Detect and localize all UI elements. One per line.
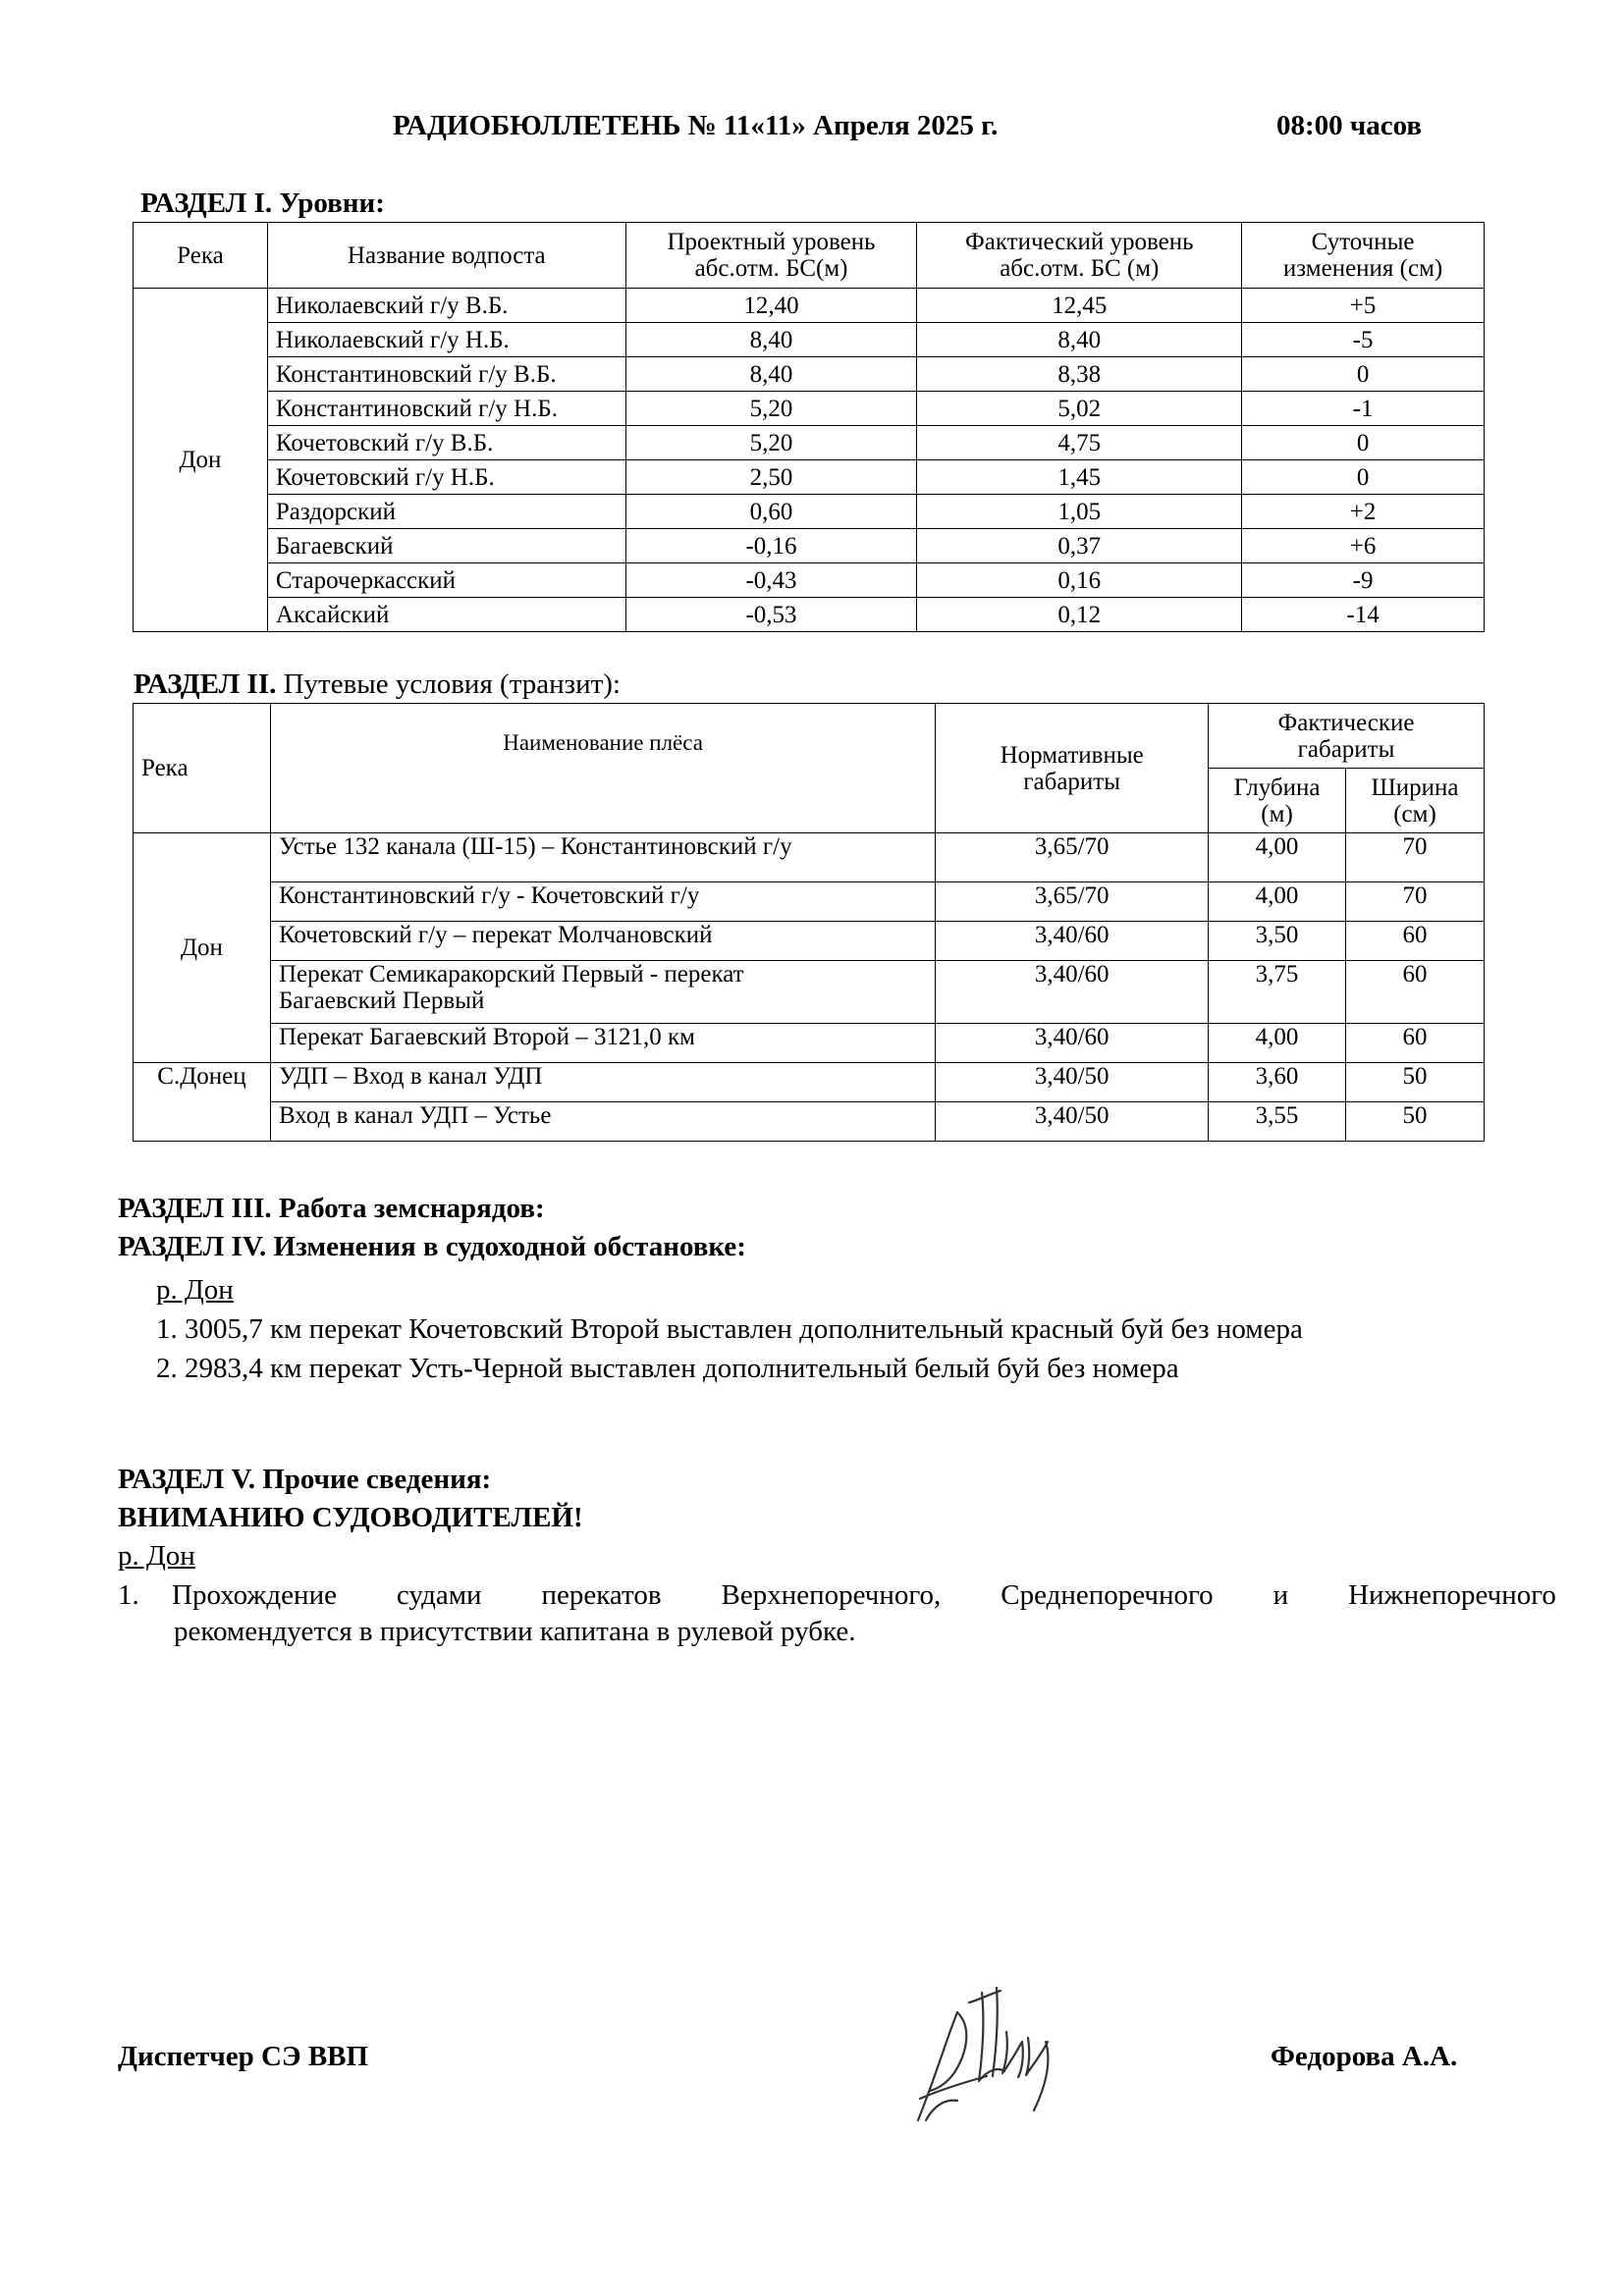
word: перекатов: [541, 1579, 662, 1611]
levels-design-cell: -0,16: [625, 529, 917, 563]
word: Среднепоречного: [1001, 1579, 1214, 1611]
transit-width-cell: 50: [1346, 1063, 1485, 1102]
levels-post-cell: Кочетовский г/у В.Б.: [267, 426, 625, 460]
table-row: [134, 961, 1485, 1024]
word: судами: [396, 1579, 482, 1611]
section2-heading: [134, 668, 621, 701]
table-row: [134, 1102, 1485, 1142]
levels-change-cell: +2: [1242, 495, 1485, 529]
levels-post-cell: Константиновский г/у В.Б.: [267, 357, 625, 392]
section1-heading: [140, 187, 385, 220]
transit-header-row: [134, 704, 1485, 769]
transit-width-cell: 60: [1346, 922, 1485, 961]
transit-norm-cell: 3,40/50: [936, 1063, 1209, 1102]
levels-actual-cell: 1,05: [917, 495, 1242, 529]
table-row: [134, 357, 1485, 392]
table-row: [134, 922, 1485, 961]
table-row: [134, 495, 1485, 529]
transit-reach-cell: Кочетовский г/у – перекат Молчановский: [270, 922, 935, 961]
levels-col-design: Проектный уровень абс.отм. БС(м): [625, 223, 917, 289]
transit-col-fact: Фактические габариты: [1209, 704, 1485, 769]
levels-table: [133, 222, 1485, 632]
transit-depth-cell: 3,60: [1209, 1063, 1346, 1102]
section5-heading: РАЗДЕЛ V. Прочие сведения:: [118, 1464, 492, 1495]
list-item: 1. 3005,7 км перекат Кочетовский Второй выставлен дополнительный красный буй без номера: [156, 1313, 1303, 1345]
transit-col-reach: Наименование плёса: [270, 704, 935, 833]
section4-river-text: р. Дон: [156, 1274, 234, 1306]
transit-depth-cell: 3,75: [1209, 961, 1346, 1024]
levels-post-cell: Кочетовский г/у Н.Б.: [267, 460, 625, 495]
section5-river: [118, 1540, 195, 1573]
levels-actual-cell: 12,45: [917, 289, 1242, 323]
transit-width-cell: 60: [1346, 961, 1485, 1024]
bulletin-title: РАДИОБЮЛЛЕТЕНЬ № 11«11» Апреля 2025 г.: [393, 110, 999, 141]
levels-design-cell: -0,43: [625, 563, 917, 598]
transit-width-cell: 70: [1346, 882, 1485, 922]
transit-depth-cell: 4,00: [1209, 882, 1346, 922]
table-row: [134, 392, 1485, 426]
levels-river-cell: Дон: [134, 289, 268, 632]
levels-design-cell: 8,40: [625, 357, 917, 392]
handwritten-signature-icon: [898, 1973, 1095, 2135]
transit-width-cell: 50: [1346, 1102, 1485, 1142]
transit-col-width: Ширина (см): [1346, 769, 1485, 833]
levels-post-cell: Аксайский: [267, 598, 625, 632]
section2-heading-bold: РАЗДЕЛ II.: [134, 668, 277, 700]
levels-col-river: Река: [134, 223, 268, 289]
table-row: [134, 529, 1485, 563]
transit-reach-cell: Устье 132 канала (Ш-15) – Константиновский г/у: [270, 833, 935, 882]
word: Верхнепоречного,: [721, 1579, 942, 1611]
levels-post-cell: Константиновский г/у Н.Б.: [267, 392, 625, 426]
section5-river-text: р. Дон: [118, 1540, 195, 1572]
levels-change-cell: 0: [1242, 426, 1485, 460]
table-row: [134, 598, 1485, 632]
dispatcher-role: Диспетчер СЭ ВВП: [118, 2041, 369, 2072]
transit-depth-cell: 3,55: [1209, 1102, 1346, 1142]
levels-post-cell: Николаевский г/у Н.Б.: [267, 323, 625, 357]
levels-change-cell: 0: [1242, 460, 1485, 495]
levels-change-cell: -9: [1242, 563, 1485, 598]
transit-col-depth: Глубина (м): [1209, 769, 1346, 833]
table-row: [134, 1024, 1485, 1063]
levels-post-cell: Багаевский: [267, 529, 625, 563]
levels-design-cell: 5,20: [625, 392, 917, 426]
table-row: [134, 833, 1485, 882]
transit-norm-cell: 3,65/70: [936, 882, 1209, 922]
word: и: [1272, 1579, 1289, 1611]
levels-actual-cell: 8,38: [917, 357, 1242, 392]
levels-design-cell: 5,20: [625, 426, 917, 460]
levels-col-change: Суточные изменения (см): [1242, 223, 1485, 289]
levels-change-cell: +5: [1242, 289, 1485, 323]
section5-item-number: 1.: [118, 1579, 139, 1611]
table-row: [134, 1063, 1485, 1102]
levels-actual-cell: 8,40: [917, 323, 1242, 357]
word: Нижнепоречного: [1348, 1579, 1556, 1611]
transit-reach-cell: Перекат Багаевский Второй – 3121,0 км: [270, 1024, 935, 1063]
transit-river-cell: Дон: [134, 833, 271, 1063]
levels-actual-cell: 0,16: [917, 563, 1242, 598]
levels-post-cell: Раздорский: [267, 495, 625, 529]
transit-river-cell: С.Донец: [134, 1063, 271, 1142]
transit-depth-cell: 4,00: [1209, 833, 1346, 882]
levels-change-cell: -1: [1242, 392, 1485, 426]
transit-norm-cell: 3,40/60: [936, 922, 1209, 961]
levels-post-cell: Старочеркасский: [267, 563, 625, 598]
transit-reach-cell: Вход в канал УДП – Устье: [270, 1102, 935, 1142]
section2-heading-text: Путевые условия (транзит):: [276, 668, 621, 700]
section5-item-words: [172, 1579, 1556, 1612]
transit-width-cell: 60: [1346, 1024, 1485, 1063]
levels-change-cell: -14: [1242, 598, 1485, 632]
section1-heading-text: РАЗДЕЛ I. Уровни:: [140, 187, 385, 219]
levels-design-cell: 8,40: [625, 323, 917, 357]
levels-col-actual: Фактический уровень абс.отм. БС (м): [917, 223, 1242, 289]
levels-design-cell: 12,40: [625, 289, 917, 323]
section4-heading: РАЗДЕЛ IV. Изменения в судоходной обстановке:: [118, 1231, 746, 1262]
levels-design-cell: 0,60: [625, 495, 917, 529]
levels-change-cell: 0: [1242, 357, 1485, 392]
levels-post-cell: Николаевский г/у В.Б.: [267, 289, 625, 323]
dispatcher-name: Федорова А.А.: [1271, 2041, 1458, 2072]
table-row: [134, 426, 1485, 460]
table-row: [134, 563, 1485, 598]
levels-design-cell: 2,50: [625, 460, 917, 495]
transit-norm-cell: 3,40/50: [936, 1102, 1209, 1142]
list-item: 2. 2983,4 км перекат Усть-Черной выставлен дополнительный белый буй без номера: [156, 1353, 1179, 1384]
section5-item-line2: рекомендуется в присутствии капитана в рулевой рубке.: [174, 1616, 856, 1647]
transit-norm-cell: 3,40/60: [936, 961, 1209, 1024]
levels-col-post: Название водпоста: [267, 223, 625, 289]
table-row: [134, 323, 1485, 357]
transit-norm-cell: 3,65/70: [936, 833, 1209, 882]
levels-actual-cell: 0,12: [917, 598, 1242, 632]
word: Прохождение: [172, 1579, 337, 1611]
transit-norm-cell: 3,40/60: [936, 1024, 1209, 1063]
section4-river: [156, 1274, 234, 1307]
levels-actual-cell: 0,37: [917, 529, 1242, 563]
transit-reach-cell: Перекат Семикаракорский Первый - перекат Багаевский Первый: [270, 961, 935, 1024]
bulletin-time: 08:00 часов: [1276, 110, 1423, 141]
transit-reach-cell: Константиновский г/у - Кочетовский г/у: [270, 882, 935, 922]
levels-change-cell: +6: [1242, 529, 1485, 563]
table-row: [134, 289, 1485, 323]
levels-actual-cell: 5,02: [917, 392, 1242, 426]
transit-width-cell: 70: [1346, 833, 1485, 882]
section5-item: [118, 1579, 1561, 1648]
levels-header-row: [134, 223, 1485, 289]
levels-design-cell: -0,53: [625, 598, 917, 632]
levels-actual-cell: 1,45: [917, 460, 1242, 495]
levels-actual-cell: 4,75: [917, 426, 1242, 460]
section3-heading: РАЗДЕЛ III. Работа земснарядов:: [118, 1193, 545, 1224]
transit-depth-cell: 3,50: [1209, 922, 1346, 961]
transit-table: [133, 703, 1485, 1142]
table-row: [134, 460, 1485, 495]
transit-reach-cell: УДП – Вход в канал УДП: [270, 1063, 935, 1102]
table-row: [134, 882, 1485, 922]
transit-depth-cell: 4,00: [1209, 1024, 1346, 1063]
attention-heading: ВНИМАНИЮ СУДОВОДИТЕЛЕЙ!: [118, 1502, 583, 1533]
section5-item-line1: [118, 1579, 1561, 1612]
transit-col-river: Река: [134, 704, 271, 833]
levels-change-cell: -5: [1242, 323, 1485, 357]
transit-col-norm: Нормативные габариты: [936, 704, 1209, 833]
